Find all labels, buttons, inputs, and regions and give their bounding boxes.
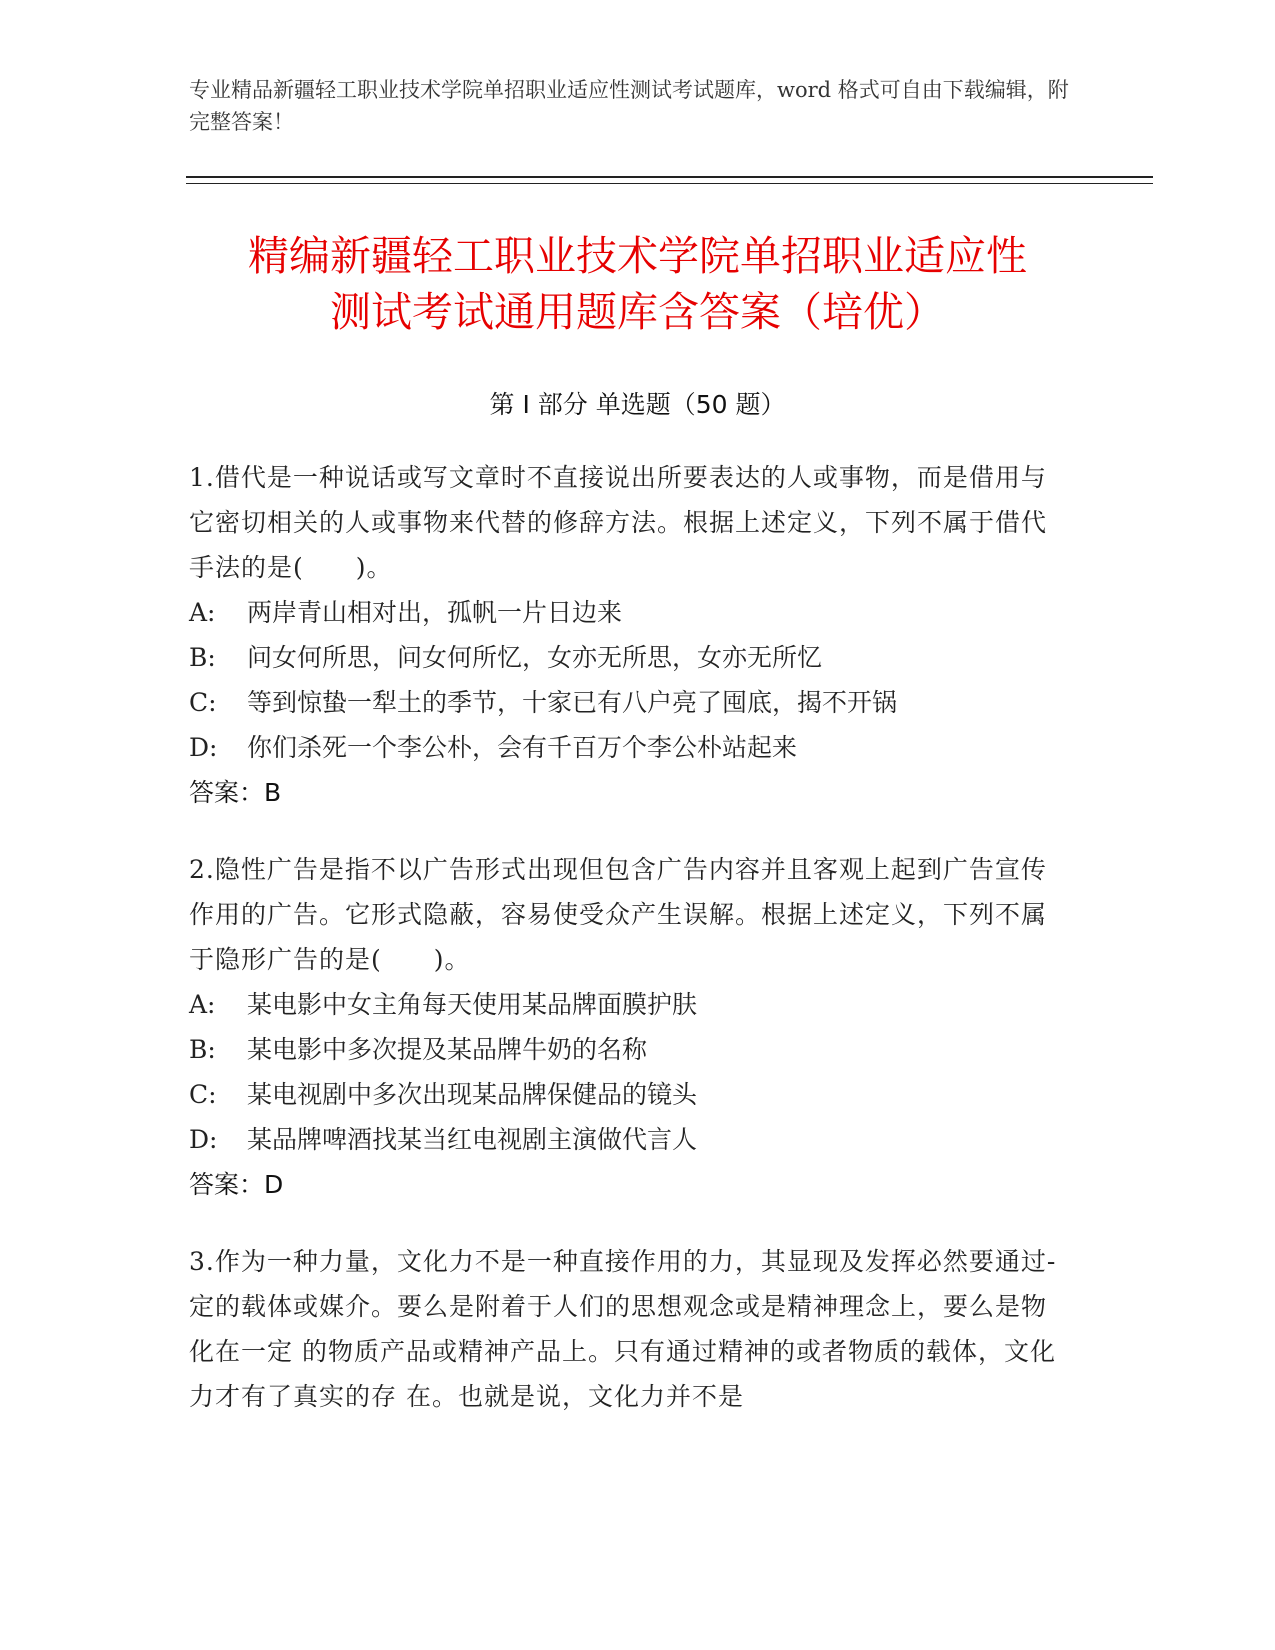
document-title-line-2: 测试考试通用题库含答案（培优） — [330, 288, 945, 336]
option-a — [189, 982, 1069, 1027]
question-3 — [189, 1239, 1069, 1419]
question-stem: 1.借代是一种说话或写文章时不直接说出所要表达的人或事物，而是借用与它密切相关的人或事物来代替的修辞方法。根据上述定义，下列不属于借代手法的是( )。 — [189, 463, 1048, 582]
option-c — [189, 1072, 1069, 1117]
option-letter: C: — [189, 688, 217, 717]
document-title — [130, 228, 1145, 340]
option-text: 某电影中女主角每天使用某品牌面膜护肤 — [247, 990, 698, 1019]
option-letter: B: — [189, 1035, 216, 1064]
option-d — [189, 1117, 1069, 1162]
option-text: 两岸青山相对出，孤帆一片日边来 — [247, 598, 623, 627]
question-1 — [189, 455, 1069, 815]
question-2 — [189, 847, 1069, 1207]
question-stem: 2.隐性广告是指不以广告形式出现但包含广告内容并且客观上起到广告宣传作用的广告。它形式隐蔽，容易使受众产生误解。根据上述定义，下列不属于隐形广告的是( )。 — [189, 855, 1048, 974]
header-note: 专业精品新疆轻工职业技术学院单招职业适应性测试考试题库，word 格式可自由下载编辑，附完整答案！ — [189, 78, 1069, 134]
option-d — [189, 725, 1069, 770]
header-rule-thin — [186, 183, 1153, 184]
option-letter: D: — [189, 733, 218, 762]
option-a — [189, 590, 1069, 635]
option-letter: C: — [189, 1080, 217, 1109]
option-c — [189, 680, 1069, 725]
option-letter: B: — [189, 643, 216, 672]
option-text: 某电视剧中多次出现某品牌保健品的镜头 — [247, 1080, 698, 1109]
answer-line: 答案：D — [189, 1170, 284, 1199]
option-text: 等到惊蛰一犁土的季节，十家已有八户亮了囤底，揭不开锅 — [247, 688, 898, 717]
option-b — [189, 1027, 1069, 1072]
header-rule-thick — [186, 176, 1153, 178]
option-text: 某品牌啤酒找某当红电视剧主演做代言人 — [247, 1125, 698, 1154]
section-title: 第 I 部分 单选题（50 题） — [489, 390, 786, 419]
option-letter: A: — [189, 990, 216, 1019]
document-title-line-1: 精编新疆轻工职业技术学院单招职业适应性 — [248, 232, 1027, 280]
option-text: 你们杀死一个李公朴，会有千百万个李公朴站起来 — [247, 733, 798, 762]
answer-line: 答案：B — [189, 778, 282, 807]
option-text: 某电影中多次提及某品牌牛奶的名称 — [247, 1035, 648, 1064]
option-b — [189, 635, 1069, 680]
option-letter: D: — [189, 1125, 218, 1154]
option-text: 问女何所思，问女何所忆，女亦无所思，女亦无所忆 — [247, 643, 823, 672]
option-letter: A: — [189, 598, 216, 627]
question-stem: 3.作为一种力量，文化力不是一种直接作用的力，其显现及发挥必然要通过-定的载体或媒介。要么是附着于人们的思想观念或是精神理念上，要么是物化在一定 的物质产品或精神产品上。只有通过精神的或者物质的载体，文化力才有了真实的存 在。也就是说，文化力并不是 — [189, 1247, 1057, 1411]
